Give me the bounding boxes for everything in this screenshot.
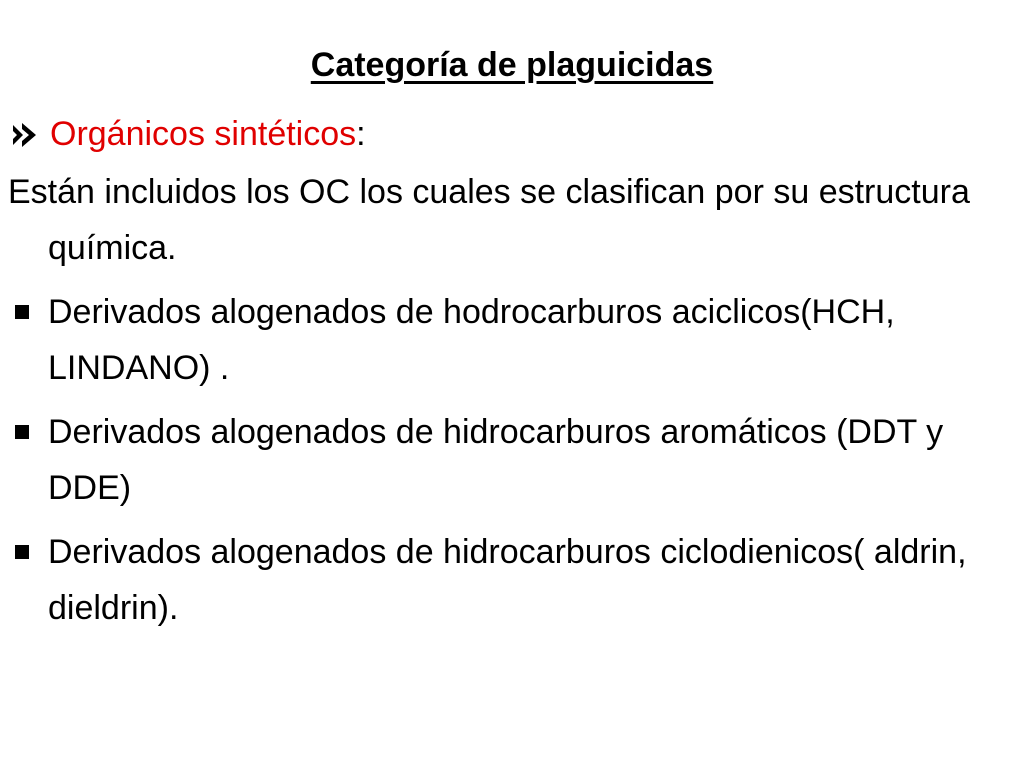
square-bullet-icon	[15, 425, 29, 439]
list-item-text: Derivados alogenados de hidrocarburos aromáticos (DDT y DDE)	[48, 413, 944, 507]
intro-paragraph: Están incluidos los OC los cuales se clasifican por su estructura química.	[8, 173, 970, 267]
list-item	[8, 524, 1008, 636]
slide-content	[8, 106, 1008, 636]
arrow-bullet-icon	[12, 122, 40, 148]
section-heading-suffix: :	[356, 115, 366, 153]
list-item-text: Derivados alogenados de hidrocarburos ciclodienicos( aldrin, dieldrin).	[48, 533, 967, 627]
list-item	[8, 404, 1008, 516]
section-heading-text: Orgánicos sintéticos	[50, 115, 357, 153]
list-item	[8, 284, 1008, 396]
slide-title: Categoría de plaguicidas	[310, 46, 714, 84]
bullet-list	[8, 284, 1008, 636]
square-bullet-icon	[15, 545, 29, 559]
square-bullet-icon	[15, 305, 29, 319]
list-item-text: Derivados alogenados de hodrocarburos aciclicos(HCH, LINDANO) .	[48, 293, 895, 387]
section-heading	[8, 106, 1008, 162]
